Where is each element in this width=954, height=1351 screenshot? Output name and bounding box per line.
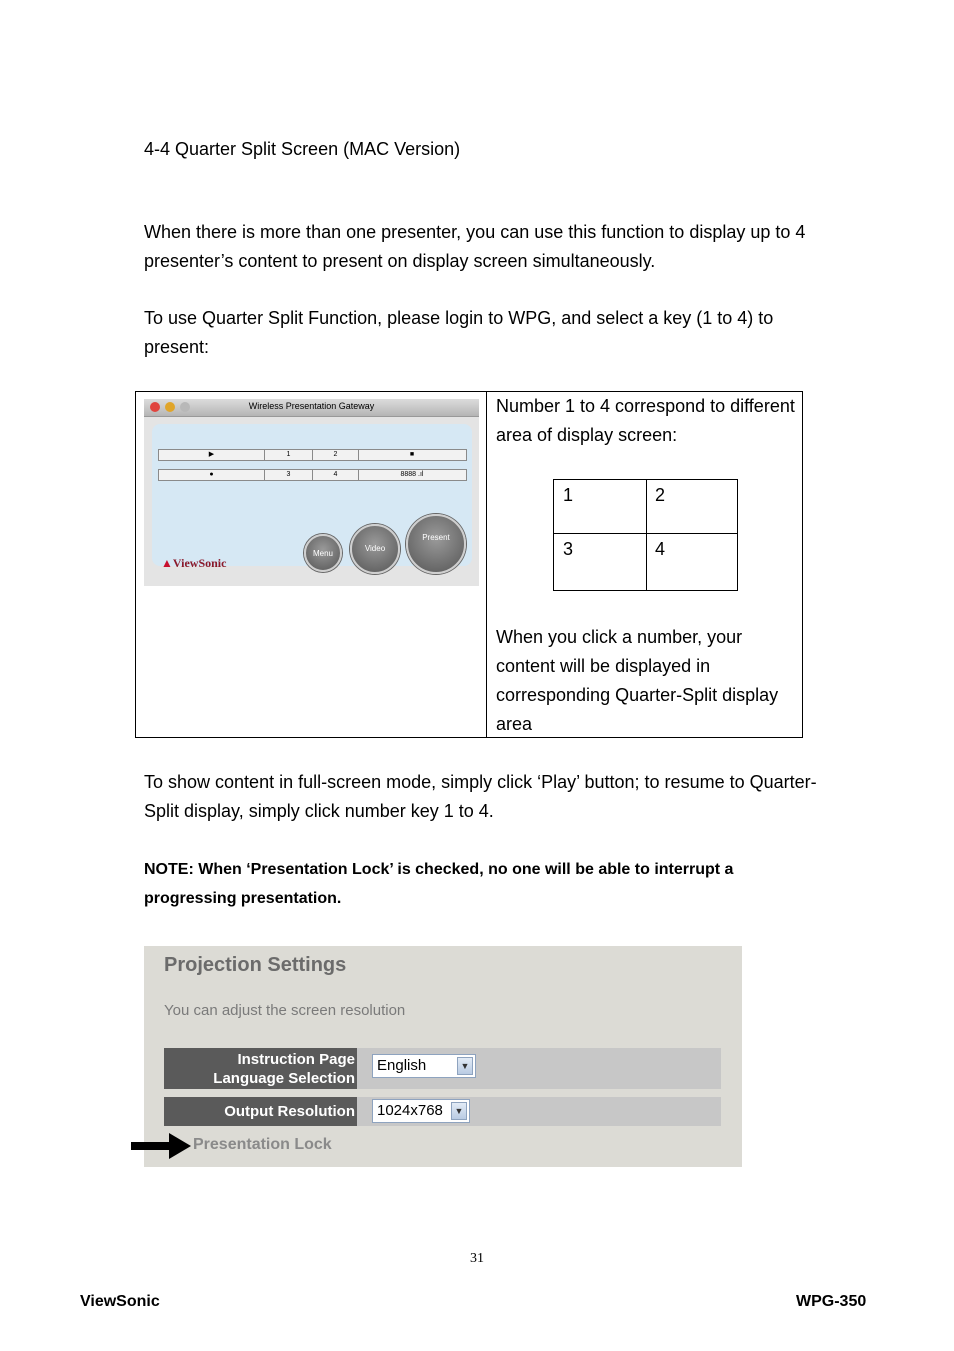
grid-cell-2: 2: [655, 485, 666, 505]
window-titlebar: [144, 399, 479, 417]
pin-code-display: [359, 470, 465, 480]
page-number: 31: [470, 1251, 484, 1266]
key-4-button[interactable]: 4: [313, 470, 359, 480]
chevron-down-icon[interactable]: ▼: [457, 1057, 473, 1075]
grid-description: Number 1 to 4 correspond to different area of display screen:: [496, 396, 795, 445]
intro-paragraph: When there is more than one presenter, you can use this function to display up to 4 presenter’s content to present on display screen simultaneously.: [144, 222, 806, 271]
resolution-select-value: 1024x768: [377, 1102, 443, 1119]
play-button[interactable]: ▶: [159, 450, 265, 460]
menu-button-label: Menu: [312, 549, 333, 558]
birds-icon: ▲: [161, 556, 173, 570]
control-row-2: [158, 469, 467, 481]
language-select-value: English: [377, 1057, 427, 1074]
usage-paragraph: To use Quarter Split Function, please login to WPG, and select a key (1 to 4) to present:: [144, 308, 774, 357]
grid-hline: [554, 533, 737, 534]
key-3-button[interactable]: 3: [265, 470, 313, 480]
pointer-arrow-icon: [131, 1133, 191, 1159]
fullscreen-paragraph: To show content in full-screen mode, simply click ‘Play’ button; to resume to Quarter-Split display, simply click number key 1 to 4.: [144, 772, 817, 821]
language-label-line1: Instruction Page: [237, 1051, 355, 1068]
grid-cell-3: 3: [563, 539, 574, 559]
note-paragraph: NOTE: When ‘Presentation Lock’ is checked, no one will be able to interrupt a progressing presentation.: [144, 861, 734, 907]
menu-button[interactable]: [304, 534, 342, 572]
app-window: [144, 399, 479, 586]
stop-button[interactable]: ■: [409, 451, 415, 458]
footer-model: WPG-350: [796, 1293, 867, 1310]
pin-code: 8888: [400, 471, 417, 478]
language-label-line2: Language Selection: [213, 1070, 355, 1087]
projection-settings-subtitle: You can adjust the screen resolution: [164, 1002, 406, 1019]
grid-cell-1: 1: [563, 485, 574, 505]
resolution-label: Output Resolution: [164, 1097, 357, 1126]
signal-icon: .ıl: [418, 471, 424, 478]
grid-cell-4: 4: [655, 539, 666, 559]
presentation-lock-label: Presentation Lock: [193, 1136, 332, 1153]
video-button-label: Video: [364, 544, 386, 553]
present-button-label: Present: [422, 533, 450, 542]
language-row: [164, 1048, 721, 1089]
viewsonic-logo: [161, 556, 226, 571]
key-2-button[interactable]: 2: [313, 450, 359, 460]
resolution-row: [164, 1097, 721, 1126]
grid-description-2: When you click a number, your content will be displayed in corresponding Quarter-Split display area: [496, 627, 779, 734]
control-row-1: [158, 449, 467, 461]
video-button[interactable]: [350, 524, 400, 574]
chevron-down-icon[interactable]: ▼: [451, 1102, 467, 1120]
table-divider: [486, 391, 487, 738]
window-title: Wireless Presentation Gateway: [248, 401, 375, 411]
grid-vline: [646, 480, 647, 590]
language-label: [164, 1048, 357, 1089]
section-title: 4-4 Quarter Split Screen (MAC Version): [144, 139, 461, 159]
key-1-button[interactable]: 1: [265, 450, 313, 460]
language-select[interactable]: [372, 1054, 476, 1078]
logo-text: ViewSonic: [172, 556, 227, 570]
pause-button[interactable]: ●: [159, 470, 265, 480]
projection-settings-panel: [144, 946, 742, 1167]
app-panel: [152, 424, 472, 566]
quarter-grid: [553, 479, 738, 591]
projection-settings-title: Projection Settings: [164, 954, 347, 976]
resolution-select[interactable]: [372, 1099, 470, 1123]
footer-brand: ViewSonic: [80, 1293, 160, 1310]
present-button[interactable]: [406, 514, 466, 574]
